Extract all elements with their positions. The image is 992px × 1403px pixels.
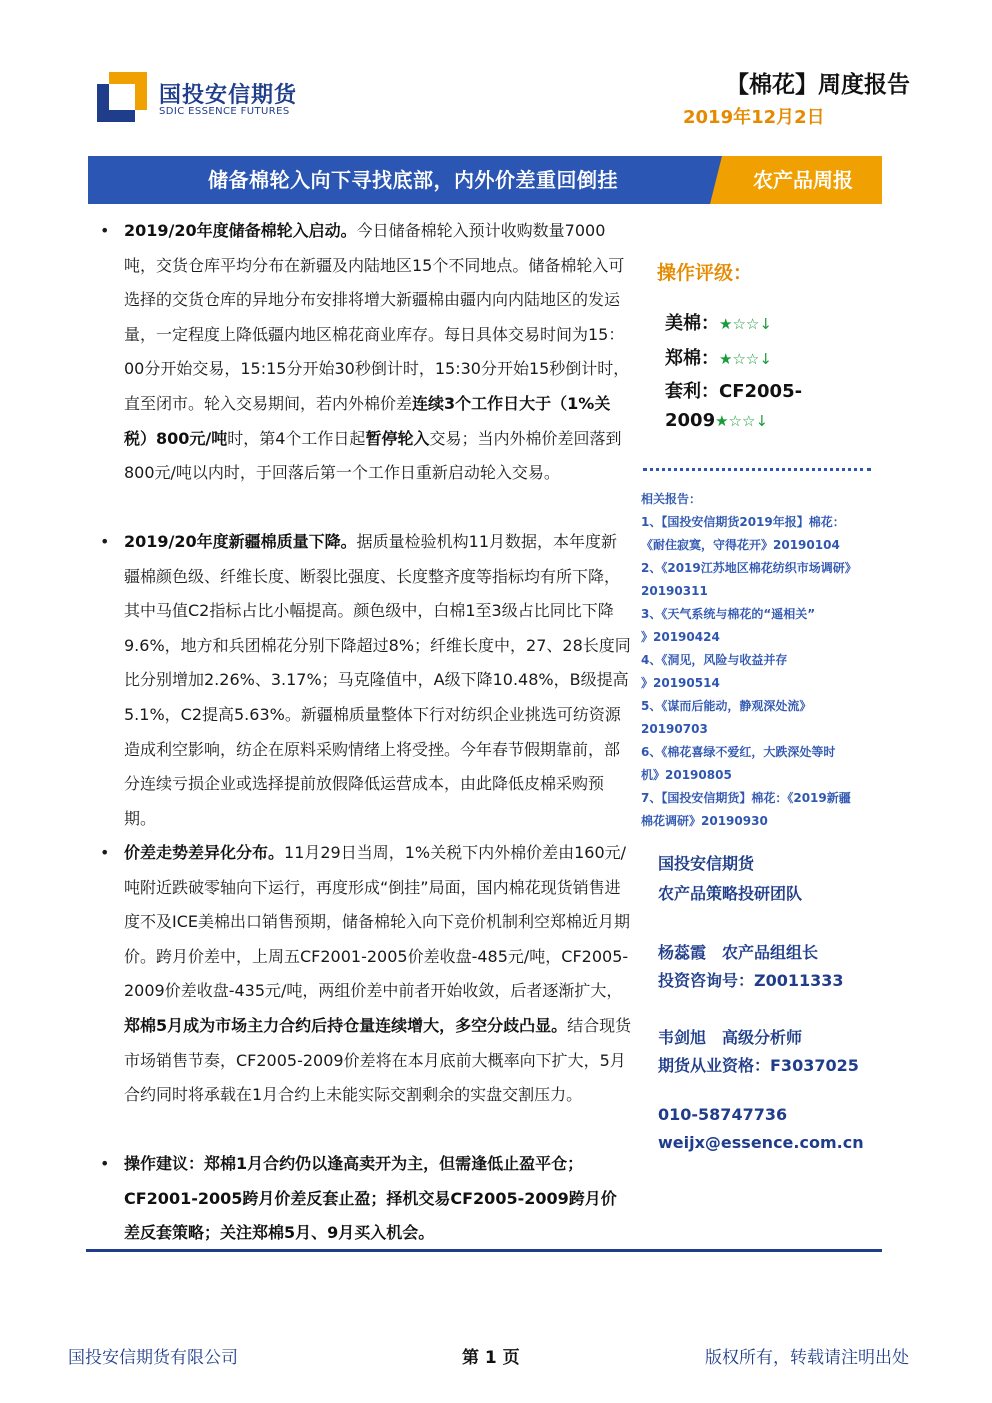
related-item[interactable]: 3、《天气系统与棉花的“遥相关” — [641, 607, 816, 621]
bullet-icon: • — [100, 843, 110, 862]
related-item[interactable]: 》20190424 — [641, 630, 720, 644]
rating-label: 美棉： — [665, 313, 719, 334]
bullet-item — [100, 836, 632, 1147]
logo-text-en: SDIC ESSENCE FUTURES — [159, 106, 290, 117]
analyst-1: 杨蕊霞 农产品组组长 — [658, 943, 819, 962]
company-logo — [97, 72, 297, 124]
related-title: 相关报告： — [641, 492, 702, 506]
related-item[interactable]: 4、《洞见，风险与收益并存 — [641, 653, 788, 667]
bullet-emphasis: 暂停轮入 — [365, 428, 430, 448]
related-item[interactable]: 7、【国投安信期货】棉花：《2019新疆 — [641, 791, 851, 805]
bullet-icon: • — [100, 221, 110, 240]
bullet-heading: 价差走势差异化分布。 — [124, 843, 285, 862]
report-category-tag: 农产品周报 — [753, 168, 853, 192]
bullet-heading: 操作建议：郑棉1月合约仍以逢高卖开为主，但需逢低止盈平仓；CF2001-2005跨月价差反套止盈；择机交易CF2005-2009跨月价差反套策略；关注郑棉5月、9月买入机会。 — [124, 1154, 617, 1243]
rating-stars-icon: ★☆☆↓ — [719, 315, 772, 333]
rating-row — [665, 410, 768, 431]
rating-stars-icon: ★☆☆↓ — [715, 412, 769, 430]
contact-phone: 010-58747736 — [658, 1105, 788, 1124]
bullet-emphasis: 郑棉5月成为市场主力合约后持仓量连续增大，多空分歧凸显。 — [124, 1015, 568, 1035]
rating-label: 2009 — [665, 410, 716, 431]
bullet-text: 结合现货市场销售节奏，CF2005-2009价差将在本月底前大概率向下扩大，5月合约同时将承载在1月合约上未能实际交割剩余的实盘交割压力。 — [124, 1015, 632, 1105]
logo-mark-icon — [97, 72, 147, 122]
report-date: 2019年12月2日 — [683, 107, 825, 128]
bullet-emphasis: 连续3个工作日大于（1%关税）800元/吨 — [124, 393, 611, 448]
related-item[interactable]: 》20190514 — [641, 676, 720, 690]
rating-row — [665, 344, 772, 370]
team-dept: 农产品策略投研团队 — [658, 884, 803, 903]
related-item[interactable]: 20190703 — [641, 722, 708, 736]
bullet-text: 今日储备棉轮入预计收购数量7000吨，交货仓库平均分布在新疆及内陆地区15个不同地点。储备棉轮入可选择的交货仓库的异地分布安排将增大新疆棉由疆内向内陆地区的发运量，一定程度上降低疆内地区棉花商业库存。每日具体交易时间为15：00分开始交易，15:15分开始30秒倒计时，15:30分开始15秒倒计时，直至闭市。轮入交易期间，若内外棉价差 — [124, 221, 630, 413]
footer-rule — [86, 1249, 882, 1252]
bullet-text: 时，第4个工作日起 — [227, 428, 366, 448]
bullet-item — [100, 214, 632, 525]
bullet-text: 11月29日当周，1%关税下内外棉价差由160元/吨附近跌破零轴向下运行，再度形成“倒挂”局面，国内棉花现货销售进度不及ICE美棉出口销售预期，储备棉轮入向下竞价机制利空郑棉近月期价。跨月价差中，上周五CF2001-2005价差收盘-485元/吨，CF2005-2009价差收盘-435元/吨，两组价差中前者开始收敛，后者逐渐扩大， — [124, 843, 631, 1001]
logo-text-cn: 国投安信期货 — [159, 83, 298, 108]
bullet-icon: • — [100, 1154, 110, 1173]
footer-copyright: 版权所有，转载请注明出处 — [705, 1348, 909, 1368]
main-content — [100, 214, 632, 1251]
related-item[interactable]: 机》20190805 — [641, 768, 732, 782]
analyst-2: 韦剑旭 高级分析师 — [658, 1028, 803, 1047]
related-item[interactable]: 1、【国投安信期货2019年报】棉花： — [641, 515, 845, 529]
related-item[interactable]: 6、《棉花喜绿不爱红，大跌深处等时 — [641, 745, 836, 759]
related-item[interactable]: 2、《2019江苏地区棉花纺织市场调研》 — [641, 561, 857, 575]
analyst-2-id: 期货从业资格：F3037025 — [658, 1056, 859, 1075]
bullet-heading: 2019/20年度新疆棉质量下降。 — [124, 532, 357, 551]
title-band — [88, 156, 882, 204]
related-item[interactable]: 20190311 — [641, 584, 708, 598]
bullet-item — [100, 525, 632, 836]
rating-row — [665, 377, 802, 403]
bullet-text: 据质量检验机构11月数据，本年度新疆棉颜色级、纤维长度、断裂比强度、长度整齐度等指标均有所下降，其中马值C2指标占比小幅提高。颜色级中，白棉1至3级占比同比下降9.6%，地方和兵团棉花分别下降超过8%；纤维长度中，27、28长度同比分别增加2.26%、3.17%；马克隆值中，A级下降10.48%，B级提高5.1%，C2提高5.63%。新疆棉质量整体下行对纺织企业挑选可纺资源造成利空影响，纺企在原料采购情绪上将受挫。今年春节假期靠前，部分连续亏损企业或选择提前放假降低运营成本，由此降低皮棉采购预期。 — [124, 532, 631, 828]
bullet-icon: • — [100, 532, 110, 551]
footer-company: 国投安信期货有限公司 — [68, 1348, 238, 1368]
bullet-heading: 2019/20年度储备棉轮入启动。 — [124, 221, 357, 240]
rating-label: 郑棉： — [665, 348, 719, 369]
related-item[interactable]: 棉花调研》20190930 — [641, 814, 768, 828]
team-company: 国投安信期货 — [658, 854, 755, 873]
related-reports — [641, 488, 896, 833]
bullet-item — [100, 1147, 632, 1251]
section-divider — [643, 468, 871, 471]
rating-label: 套利：CF2005- — [665, 381, 803, 402]
contact-email[interactable]: weijx@essence.com.cn — [658, 1133, 864, 1152]
rating-row — [665, 309, 772, 335]
report-type: 【棉花】周度报告 — [726, 72, 910, 98]
rating-stars-icon: ★☆☆↓ — [719, 350, 772, 368]
rating-title: 操作评级： — [657, 262, 753, 284]
report-title: 储备棉轮入向下寻找底部，内外价差重回倒挂 — [208, 168, 618, 192]
bullet-text: 交易；当内外棉价差回落到800元/吨以内时，于回落后第一个工作日重新启动轮入交易。 — [124, 428, 622, 483]
page-number: 第 1 页 — [462, 1348, 520, 1368]
related-item[interactable]: 《耐住寂寞，守得花开》20190104 — [641, 538, 840, 552]
related-item[interactable]: 5、《谋而后能动，静观深处流》 — [641, 699, 812, 713]
analyst-1-id: 投资咨询号：Z0011333 — [658, 971, 844, 990]
